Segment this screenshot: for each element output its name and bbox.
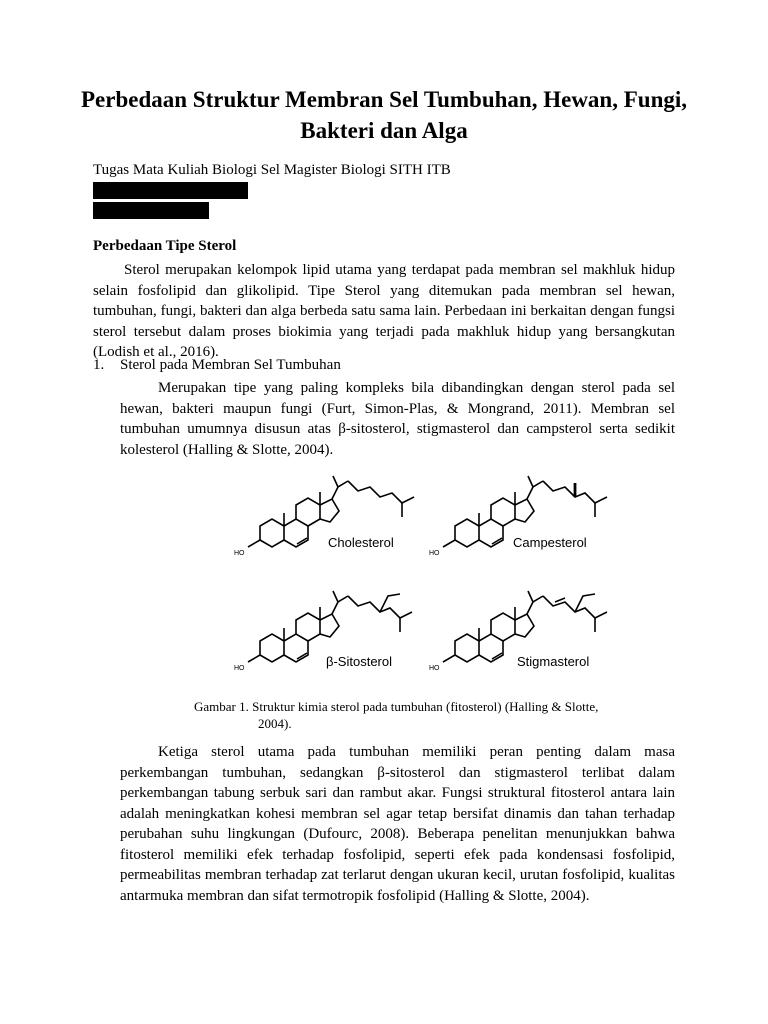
list-item-title: Sterol pada Membran Sel Tumbuhan [120,357,341,373]
svg-text:HO: HO [429,665,440,672]
label-sitosterol: β-Sitosterol [326,654,392,669]
paragraph-intro: Sterol merupakan kelompok lipid utama yang terdapat pada membran sel makhluk hidup selain fosfolipid dan glikolipid. Tipe Sterol yang ditemukan pada membran sel hewan, tumbuhan, fungi, bakteri dan alga berbeda satu sama lain. Perbedaan ini berkaitan dengan fungsi sterol tersebut dalam proses biokimia yang terjadi pada makhluk hidup yang bersangkutan (Lodish et al., 2016). [93,262,675,360]
paragraph-plant-sterol: Merupakan tipe yang paling kompleks bila dibandingkan dengan sterol pada sel hewan, bakteri maupun fungi (Furt, Simon-Plas, & Mongrand, 2011). Membran sel tumbuhan umumnya disusun atas β-sitosterol, stigmasterol dan campsterol serta sedikit kolesterol (Halling & Slotte, 2004). [120,380,675,458]
sitosterol-structure [234,591,412,672]
redaction-bar [93,182,248,199]
document-title: Perbedaan Struktur Membran Sel Tumbuhan, Hewan, Fungi, Bakteri dan Alga [81,87,687,143]
stigmasterol-structure [429,591,607,672]
label-campesterol: Campesterol [513,535,587,550]
label-cholesterol: Cholesterol [328,535,394,550]
figure-caption [194,698,654,732]
list-item-number: 1. [93,357,105,373]
caption-line-2: 2004). [258,716,292,731]
caption-line-1: Gambar 1. Struktur kimia sterol pada tumbuhan (fitosterol) (Halling & Slotte, [194,699,599,714]
section-heading: Perbedaan Tipe Sterol [93,238,237,254]
svg-text:HO: HO [429,550,440,557]
svg-text:HO: HO [234,665,245,672]
cholesterol-structure [234,476,414,557]
sterol-structures-figure [230,470,630,685]
document-subtitle: Tugas Mata Kuliah Biologi Sel Magister Biologi SITH ITB [93,162,451,178]
campesterol-structure [429,476,607,557]
redaction-bar [93,202,209,219]
svg-text:HO: HO [234,550,245,557]
paragraph-phytosterol-function: Ketiga sterol utama pada tumbuhan memiliki peran penting dalam masa perkembangan tumbuhan, sedangkan β-sitosterol dan stigmasterol terlibat dalam perkembangan tabung serbuk sari dan rambut akar. Fungsi struktural fitosterol antara lain adalah meningkatkan kohesi membran sel agar tetap bersifat dinamis dan tahan terhadap perubahan suhu lingkungan (Dufourc, 2008). Beberapa penelitan menunjukkan bahwa fitosterol memiliki efek terhadap fosfolipid, seperti efek pada kondensasi fosfolipid, permeabilitas membran terhadap zat terlarut dengan ukuran kecil, urutan fosfolipid, kualitas antarmuka membran dan sifat termotropik fosfolipid (Halling & Slotte, 2004). [120,744,675,904]
label-stigmasterol: Stigmasterol [517,654,590,669]
